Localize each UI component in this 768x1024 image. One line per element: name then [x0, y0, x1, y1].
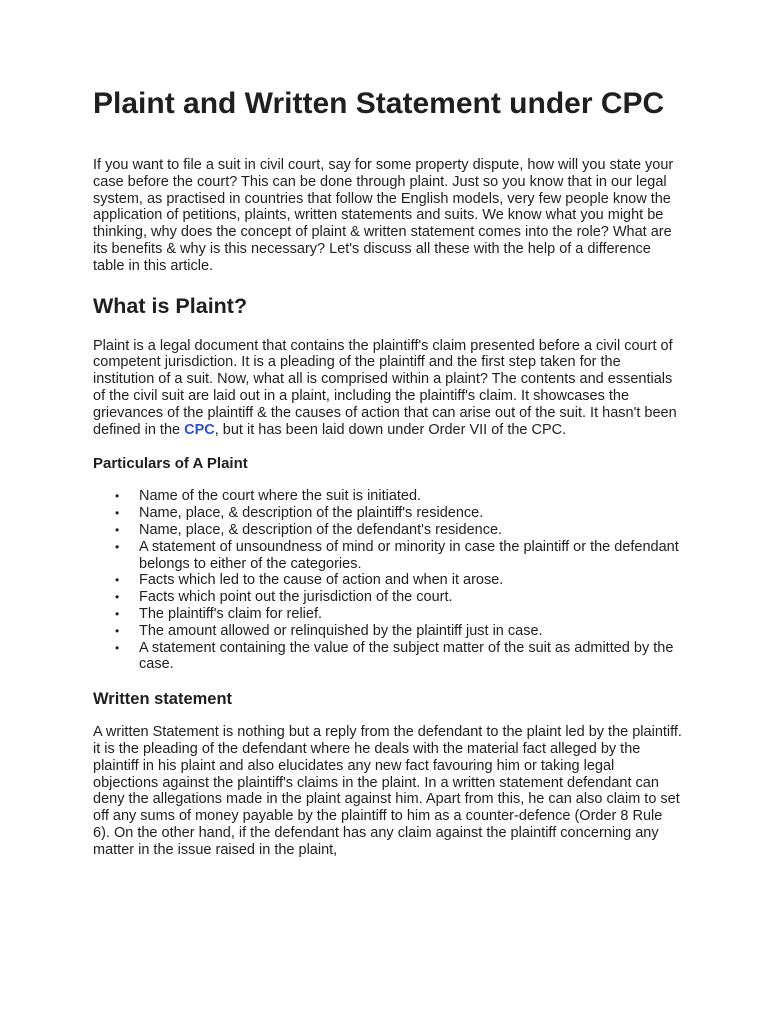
list-item: • Facts which point out the jurisdiction of the court.	[115, 589, 453, 606]
bullet-icon: •	[115, 489, 120, 504]
list-item: • Name, place, & description of the plaintiff's residence.	[115, 505, 484, 522]
plaint-text-before-link: Plaint is a legal document that contains the plaintiff's claim presented before a civil court of competent jurisdiction. It is a pleading of the plaintiff and the first step taken for the institution of a suit. Now, what all is comprised within a plaint? The contents and essentials of the civil suit are laid out in a plaint, including the plaintiff's claim. It showcases the grievances of the plaintiff & the causes of action that can arise out of the suit. It hasn't been defined in the	[93, 337, 677, 438]
list-item: • Facts which led to the cause of action and when it arose.	[115, 572, 504, 589]
bullet-icon: •	[115, 606, 120, 621]
bullet-icon: •	[115, 539, 120, 554]
bullet-icon: •	[115, 623, 120, 638]
bullet-icon: •	[115, 573, 120, 588]
cpc-link[interactable]: CPC	[184, 421, 215, 438]
what-is-plaint-heading: What is Plaint?	[93, 293, 248, 318]
list-item: • The plaintiff's claim for relief.	[115, 605, 323, 622]
article	[93, 86, 683, 876]
written-statement-paragraph: A written Statement is nothing but a reply from the defendant to the plaint led by the plaintiff. it is the pleading of the defendant where he deals with the material fact alleged by the plaintiff in his plaint and also elucidates any new fact favouring him or taking legal objections against the plaintiff's claims in the plaint. In a written statement defendant can deny the allegations made in the plaint against him. Apart from this, he can also claim to set off any sums of money payable by the plaintiff to him as a counter-defence (Order 8 Rule 6). On the other hand, if the defendant has any claim against the plaintiff concerning any matter in the issue raised in the plaint,	[93, 724, 682, 858]
page-title: Plaint and Written Statement under CPC	[93, 87, 665, 120]
list-item: • Name of the court where the suit is initiated.	[115, 488, 422, 505]
list-item: • The amount allowed or relinquished by the plaintiff just in case.	[115, 622, 543, 639]
list-item: • A statement containing the value of the subject matter of the suit as admitted by the case.	[115, 639, 674, 673]
written-statement-heading: Written statement	[93, 690, 233, 709]
bullet-icon: •	[115, 640, 120, 655]
particulars-list	[93, 488, 683, 673]
plaint-text-after-link: , but it has been laid down under Order VII of the CPC.	[214, 421, 567, 438]
bullet-icon: •	[115, 522, 120, 537]
plaint-paragraph	[93, 338, 683, 439]
list-item: • A statement of unsoundness of mind or minority in case the plaintiff or the defendant belongs to either of the categories.	[115, 538, 679, 572]
bullet-icon: •	[115, 590, 120, 605]
bullet-icon: •	[115, 506, 120, 521]
intro-paragraph: If you want to file a suit in civil court, say for some property dispute, how will you state your case before the court? This can be done through plaint. Just so you know that in our legal system, as practised in countries that follow the English models, very few people know the application of petitions, plaints, written statements and suits. We know what you might be thinking, why does the concept of plaint & written statement comes into the role? What are its benefits & why is this necessary? Let's discuss all these with the help of a difference table in this article.	[93, 157, 674, 274]
list-item: • Name, place, & description of the defendant's residence.	[115, 521, 503, 538]
particulars-heading: Particulars of A Plaint	[93, 455, 248, 473]
